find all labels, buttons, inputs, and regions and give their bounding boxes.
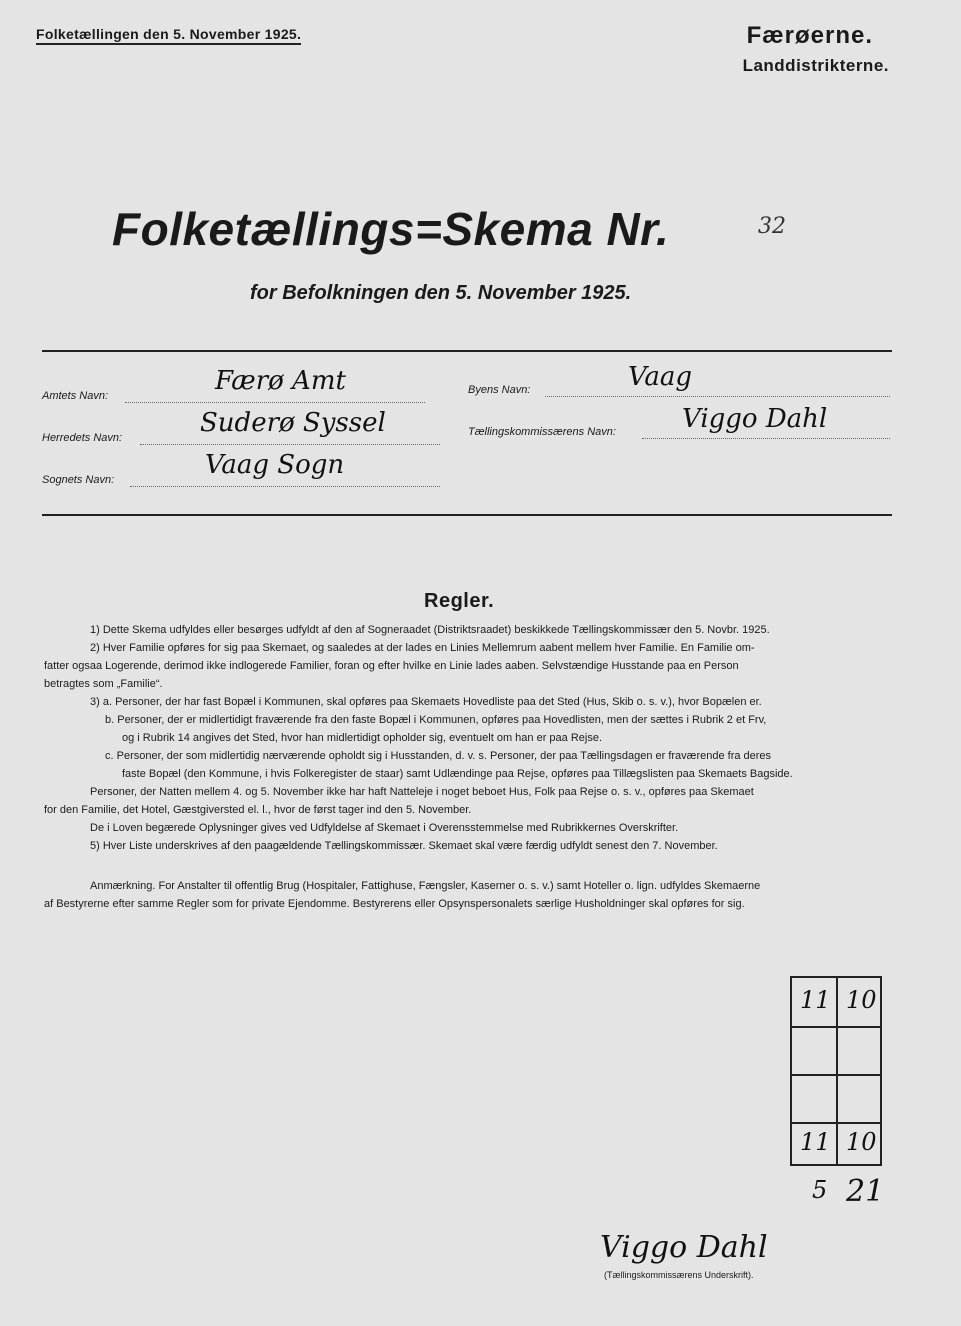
rule-line-4: betragtes som „Familie“. [44,678,163,690]
tally-row-line-2 [792,1074,880,1076]
amt-label: Amtets Navn: [42,390,109,402]
rule-line-8: c. Personer, der som midlertidig nærværende opholdt sig i Husstanden, d. v. s. Personer, der paa Tællingsdagen er fraværende fra deres [105,750,772,762]
header-district: Landdistrikterne. [742,56,889,75]
top-rule [42,350,892,352]
sogn-dotline [130,486,440,487]
kommissaer-dotline [642,438,890,439]
tally-row-line-1 [792,1026,880,1028]
kommissaer-label: Tællingskommissærens Navn: [468,426,616,438]
by-dotline [545,396,890,397]
by-label: Byens Navn: [468,384,531,396]
rule-line-6: b. Personer, der er midlertidigt fraværende fra den faste Bopæl i Kommunen, opføres paa Hovedlisten, men der sættes i Rubrik 2 et Frv, [105,714,767,726]
rule-line-9: faste Bopæl (den Kommune, i hvis Folkeregister de staar) samt Udlændinge paa Rejse, opføres paa Tillægslisten paa Skemaets Bagside. [122,768,793,780]
kommissaer-value: Viggo Dahl [682,404,828,434]
regler-title: Regler. [424,590,495,612]
by-value: Vaag [628,362,693,392]
signature-label: (Tællingskommissærens Underskrift). [604,1270,754,1280]
rule-line-10: Personer, der Natten mellem 4. og 5. November ikke har haft Natteleje i noget beboet Hus, Folk paa Rejse o. s. v., opføres paa Skemaet [90,786,754,798]
tally-total-right: 21 [846,1174,885,1209]
note-line-2: af Bestyrerne efter samme Regler som for private Ejendomme. Bestyrerens eller Opsynspersonalets særlige Husholdninger skal opføres for sig. [44,898,745,910]
form-number: 32 [758,214,786,239]
note-line-1: Anmærkning. For Anstalter til offentlig Brug (Hospitaler, Fattighuse, Fængsler, Kaserner o. s. v.) samt Hoteller o. lign. udfyldes Skemaerne [90,880,761,892]
tally-row-line-3 [792,1122,880,1124]
rule-line-1: 1) Dette Skema udfyldes eller besørges udfyldt af den af Sogneraadet (Distriktsraadet) beskikkede Tællingskommissær den 5. Novbr. 1925. [90,624,770,636]
tally-row1-left: 11 [800,986,831,1014]
tally-divider [836,978,838,1164]
form-subtitle: for Befolkningen den 5. November 1925. [250,282,632,304]
rule-line-11: for den Familie, det Hotel, Gæstgiversted el. l., hvor de først tager ind den 5. November. [44,804,472,816]
rule-line-5: 3) a. Personer, der har fast Bopæl i Kommunen, skal opføres paa Skemaets Hovedliste paa det Sted (Hus, Skib o. s. v.), hvor Bopælen er. [90,696,762,708]
signature: Viggo Dahl [600,1230,768,1265]
rule-line-12: De i Loven begærede Oplysninger gives ved Udfyldelse af Skemaet i Overensstemmelse med Rubrikkernes Overskrifter. [90,822,679,834]
tally-total-left: 5 [812,1176,828,1204]
herred-dotline [140,444,440,445]
sogn-label: Sognets Navn: [42,474,115,486]
herred-value: Suderø Syssel [200,408,386,438]
tally-row4-right: 10 [846,1128,877,1156]
rule-line-3: fatter ogsaa Logerende, derimod ikke indlogerede Familier, foran og efter hvilke en Linie lades aaben. Selvstændige Husstande paa en Person [44,660,739,672]
header-census-date: Folketællingen den 5. November 1925. [36,26,301,45]
rule-line-13: 5) Hver Liste underskrives af den paagældende Tællingskommissær. Skemaet skal være færdig udfyldt senest den 7. November. [90,840,718,852]
header-region: Færøerne. [746,22,873,49]
amt-value: Færø Amt [215,366,346,396]
tally-row4-left: 11 [800,1128,831,1156]
rule-line-2: 2) Hver Familie opføres for sig paa Skemaet, og saaledes at der lades en Linies Mellemrum aabent mellem hver Familie. En Familie om- [90,642,755,654]
rule-line-7: og i Rubrik 14 angives det Sted, hvor han midlertidigt opholder sig, eventuelt om han er paa Rejse. [122,732,603,744]
form-title: Folketællings=Skema Nr. [112,203,670,255]
amt-dotline [125,402,425,403]
tally-row1-right: 10 [846,986,877,1014]
bottom-rule [42,514,892,516]
herred-label: Herredets Navn: [42,432,123,444]
sogn-value: Vaag Sogn [205,450,345,480]
